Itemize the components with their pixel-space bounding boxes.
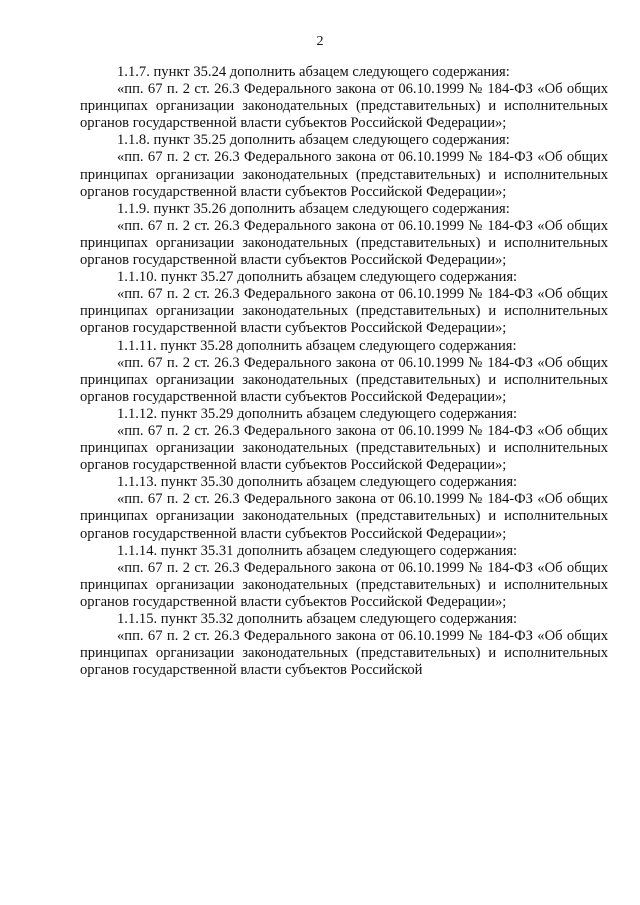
clause-heading: 1.1.13. пункт 35.30 дополнить абзацем следующего содержания: xyxy=(117,474,518,491)
document-body xyxy=(80,64,608,679)
clause-heading: 1.1.9. пункт 35.26 дополнить абзацем следующего содержания: xyxy=(117,200,510,217)
clause-text: «пп. 67 п. 2 ст. 26.3 Федерального закона от 06.10.1999 № 184-ФЗ «Об общих принципах организации законодательных (представительных) и исполнительных органов государственной власти субъектов Российской Федерации»; xyxy=(80,491,608,542)
page-number: 2 xyxy=(316,34,324,49)
clause xyxy=(80,338,608,406)
clause-text: «пп. 67 п. 2 ст. 26.3 Федерального закона от 06.10.1999 № 184-ФЗ «Об общих принципах организации законодательных (представительных) и исполнительных органов государственной власти субъектов Российской Федерации»; xyxy=(80,422,608,474)
clause-text: «пп. 67 п. 2 ст. 26.3 Федерального закона от 06.10.1999 № 184-ФЗ «Об общих принципах организации законодательных (представительных) и исполнительных органов государственной власти субъектов Российской Федерации»; xyxy=(80,559,608,610)
clause-heading: 1.1.10. пункт 35.27 дополнить абзацем следующего содержания: xyxy=(117,269,518,286)
clause-heading: 1.1.7. пункт 35.24 дополнить абзацем следующего содержания: xyxy=(117,64,510,80)
clause-heading: 1.1.15. пункт 35.32 дополнить абзацем следующего содержания: xyxy=(117,611,518,627)
clause-text: «пп. 67 п. 2 ст. 26.3 Федерального закона от 06.10.1999 № 184-ФЗ «Об общих принципах организации законодательных (представительных) и исполнительных органов государственной власти субъектов Российской Федерации»; xyxy=(80,217,608,269)
clause xyxy=(80,201,608,269)
clause-heading: 1.1.12. пункт 35.29 дополнить абзацем следующего содержания: xyxy=(117,405,518,422)
clause xyxy=(80,543,608,611)
clause xyxy=(80,406,608,474)
clause xyxy=(80,269,608,337)
clause-text: «пп. 67 п. 2 ст. 26.3 Федерального закона от 06.10.1999 № 184-ФЗ «Об общих принципах организации законодательных (представительных) и исполнительных органов государственной власти субъектов Российской Федерации»; xyxy=(80,354,608,405)
clause-heading: 1.1.11. пункт 35.28 дополнить абзацем следующего содержания: xyxy=(117,337,517,354)
clause-heading: 1.1.8. пункт 35.25 дополнить абзацем следующего содержания: xyxy=(117,132,510,149)
clause xyxy=(80,132,608,200)
clause xyxy=(80,474,608,542)
clause-heading: 1.1.14. пункт 35.31 дополнить абзацем следующего содержания: xyxy=(117,542,518,559)
clause-text: «пп. 67 п. 2 ст. 26.3 Федерального закона от 06.10.1999 № 184-ФЗ «Об общих принципах организации законодательных (представительных) и исполнительных органов государственной власти субъектов Российской Федерации»; xyxy=(80,149,608,200)
clause-text: «пп. 67 п. 2 ст. 26.3 Федерального закона от 06.10.1999 № 184-ФЗ «Об общих принципах организации законодательных (представительных) и исполнительных органов государственной власти субъектов Российской xyxy=(80,628,608,679)
clause xyxy=(80,64,608,132)
clause xyxy=(80,611,608,679)
clause-text: «пп. 67 п. 2 ст. 26.3 Федерального закона от 06.10.1999 № 184-ФЗ «Об общих принципах организации законодательных (представительных) и исполнительных органов государственной власти субъектов Российской Федерации»; xyxy=(80,286,608,337)
clause-text: «пп. 67 п. 2 ст. 26.3 Федерального закона от 06.10.1999 № 184-ФЗ «Об общих принципах организации законодательных (представительных) и исполнительных органов государственной власти субъектов Российской Федерации»; xyxy=(80,81,608,132)
